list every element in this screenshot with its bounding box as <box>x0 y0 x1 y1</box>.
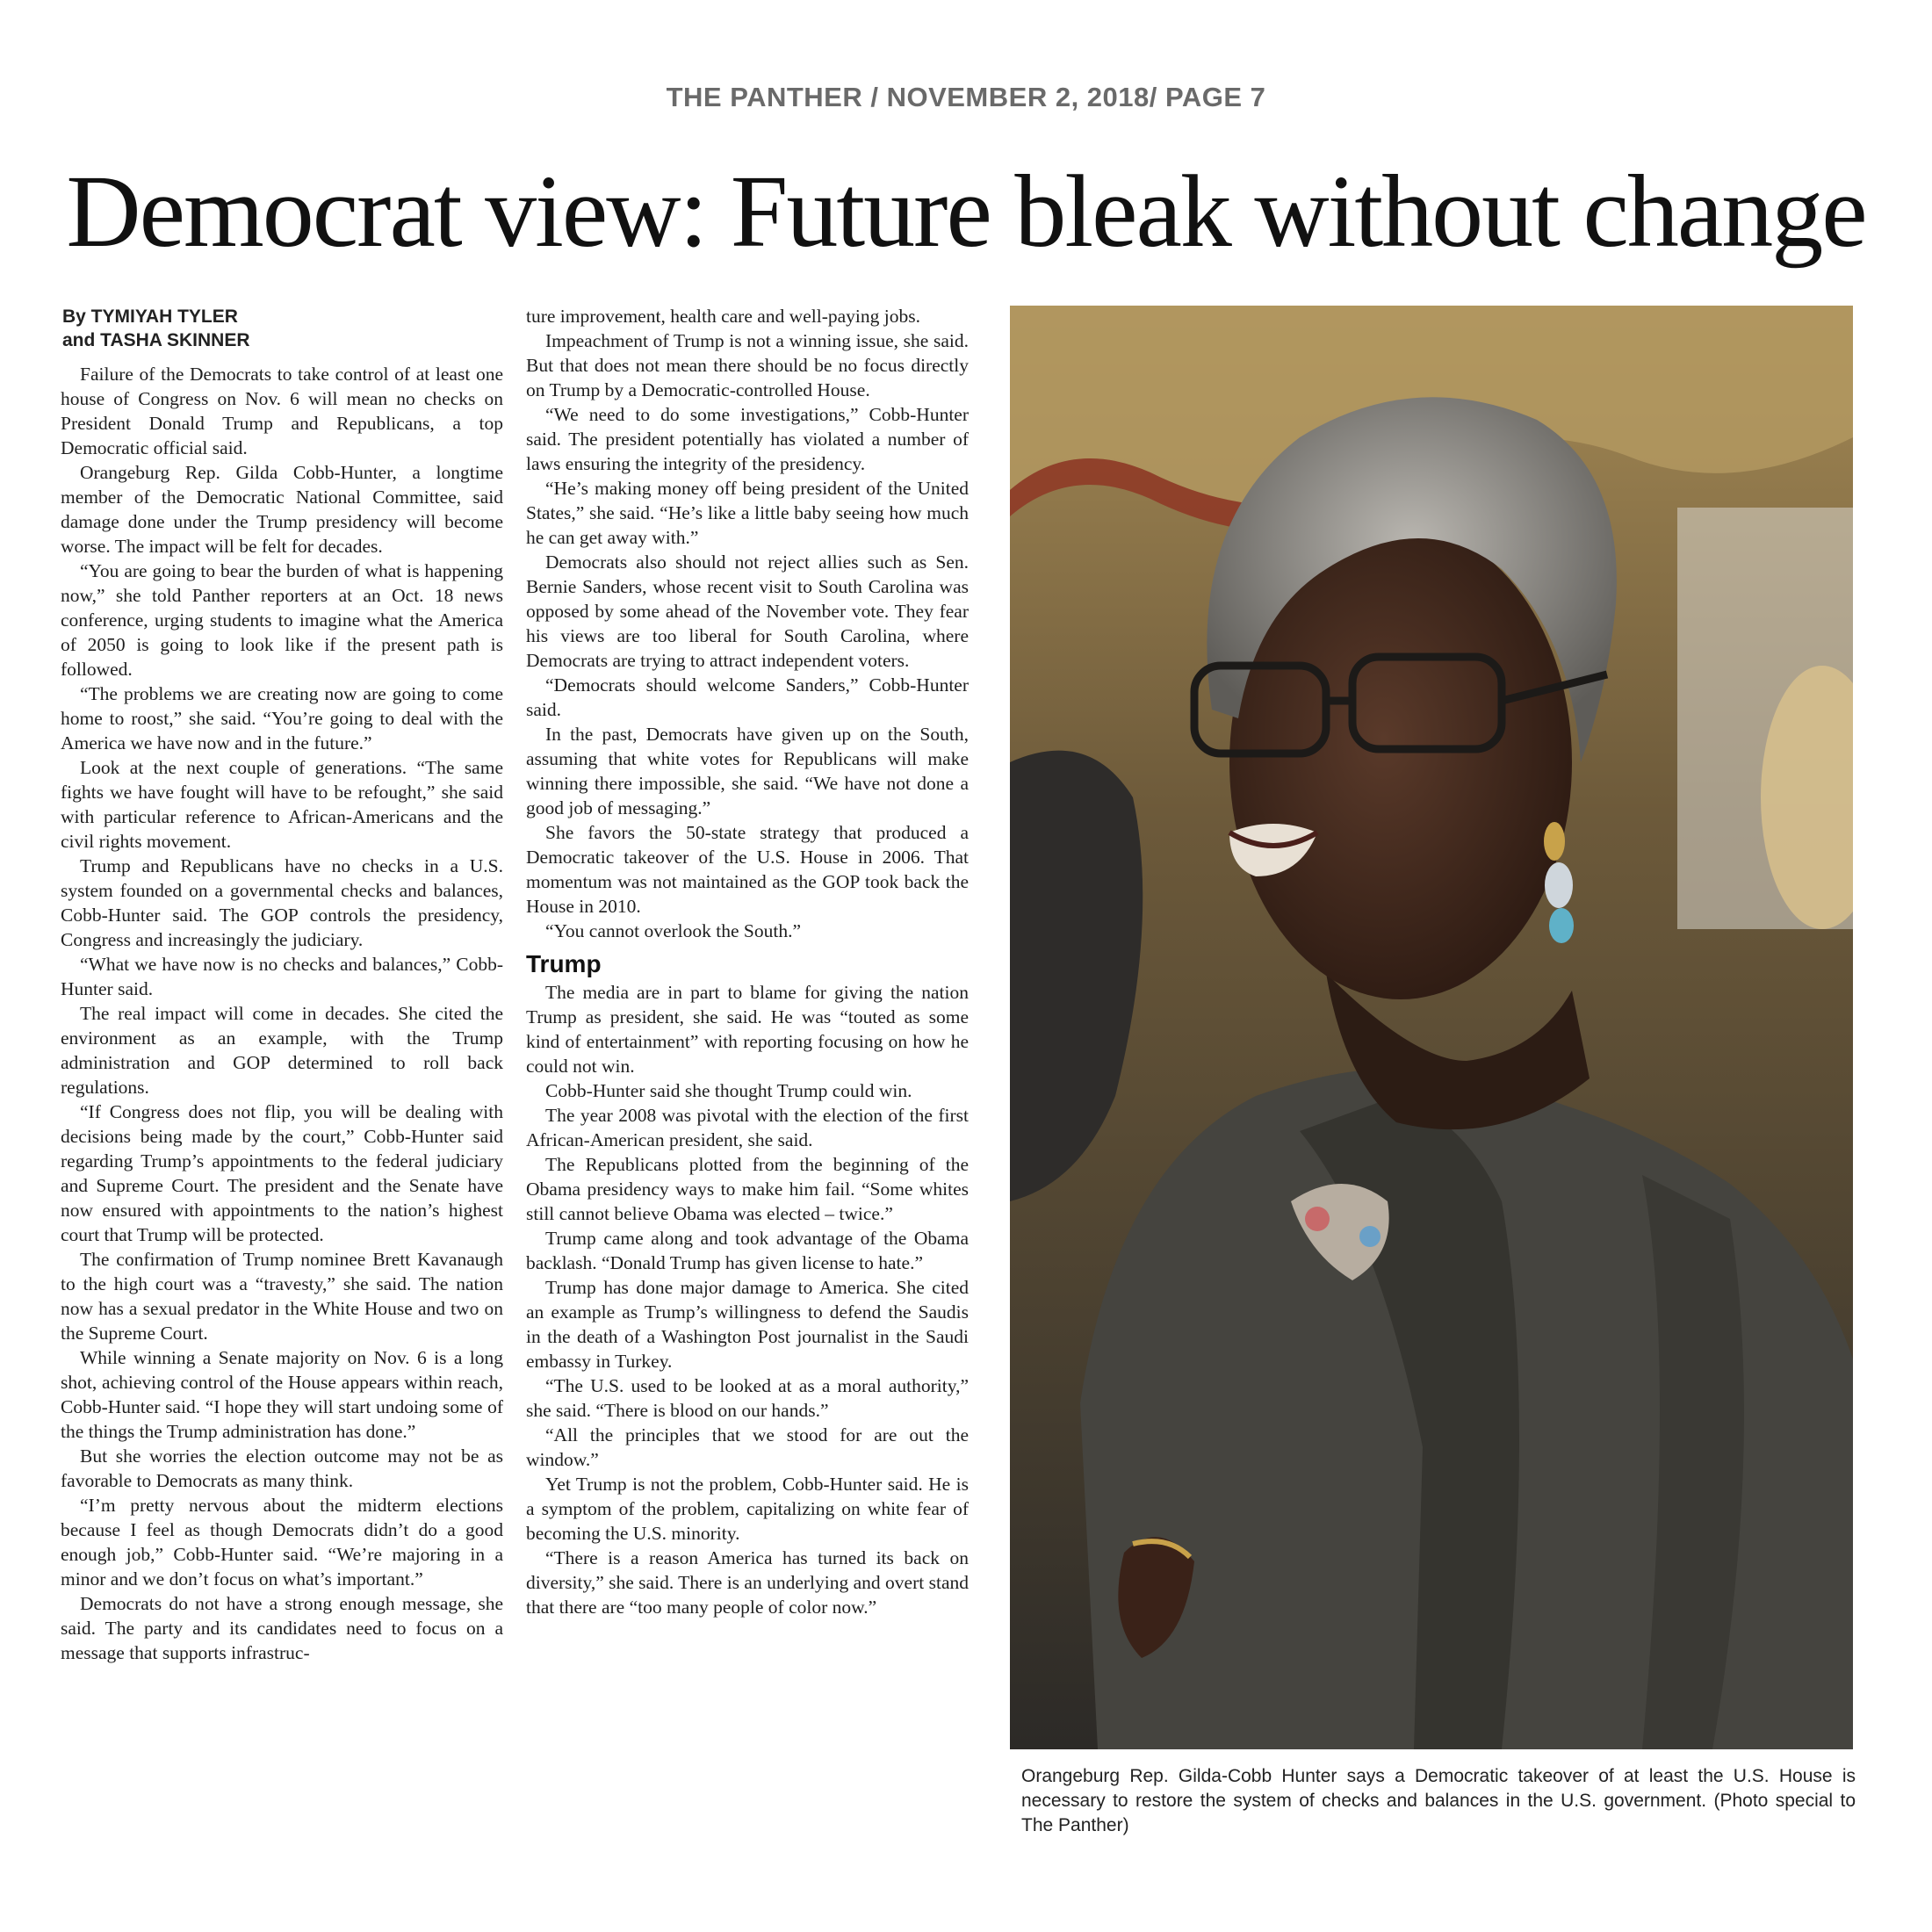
paragraph: “The U.S. used to be looked at as a moral authority,” she said. “There is blood on our hands.” <box>526 1375 969 1421</box>
paragraph: “You are going to bear the burden of what is happening now,” she told Panther reporters at an Oct. 18 news conference, urging students to imagine what the America of 2050 is going to look like if the present path is followed. <box>61 560 503 680</box>
paragraph: Orangeburg Rep. Gilda Cobb-Hunter, a longtime member of the Democratic National Committee, said damage done under the Trump presidency will become worse. The impact will be felt for decades. <box>61 462 503 557</box>
byline <box>62 305 501 352</box>
paragraph: The real impact will come in decades. She cited the environment as an example, with the Trump administration and GOP determined to roll back regulations. <box>61 1003 503 1098</box>
paragraph: Trump and Republicans have no checks in a U.S. system founded on a governmental checks and balances, Cobb-Hunter said. The GOP controls the presidency, Congress and increasingly the judiciary. <box>61 855 503 950</box>
paragraph: Democrats also should not reject allies such as Sen. Bernie Sanders, whose recent visit to South Carolina was opposed by some ahead of the November vote. They fear his views are too liberal for South Carolina, where Democrats are trying to attract independent voters. <box>526 551 969 671</box>
article-column-1 <box>61 362 503 1665</box>
paragraph: “I’m pretty nervous about the midterm elections because I feel as though Democrats didn’t do a good enough job,” Cobb-Hunter said. “We’re majoring in a minor and we don’t focus on what’s important.” <box>61 1495 503 1590</box>
paragraph: “All the principles that we stood for are out the window.” <box>526 1424 969 1470</box>
paragraph: “What we have now is no checks and balances,” Cobb-Hunter said. <box>61 954 503 999</box>
section-subhead: Trump <box>526 950 602 977</box>
paragraph: “We need to do some investigations,” Cobb-Hunter said. The president potentially has violated a number of laws ensuring the integrity of the presidency. <box>526 404 969 474</box>
byline-line-2: and TASHA SKINNER <box>62 330 250 350</box>
paragraph: In the past, Democrats have given up on the South, assuming that white votes for Republicans will make winning there impossible, she said. “We have not done a good job of messaging.” <box>526 724 969 818</box>
paragraph: The Republicans plotted from the beginning of the Obama presidency ways to make him fail. “Some whites still cannot believe Obama was elected – twice.” <box>526 1154 969 1224</box>
paragraph: Failure of the Democrats to take control of at least one house of Congress on Nov. 6 will mean no checks on President Donald Trump and Republicans, a top Democratic official said. <box>61 364 503 458</box>
paragraph: While winning a Senate majority on Nov. 6 is a long shot, achieving control of the House appears within reach, Cobb-Hunter said. “I hope they will start undoing some of the things the Trump administration has done.” <box>61 1347 503 1442</box>
paragraph: “There is a reason America has turned its back on diversity,” she said. There is an underlying and overt stand that there are “too many people of color now.” <box>526 1547 969 1618</box>
paragraph: The confirmation of Trump nominee Brett Kavanaugh to the high court was a “travesty,” she said. The nation now has a sexual predator in the White House and two on the Supreme Court. <box>61 1249 503 1344</box>
paragraph: “Democrats should welcome Sanders,” Cobb-Hunter said. <box>526 674 969 720</box>
paragraph: The year 2008 was pivotal with the election of the first African-American president, she said. <box>526 1105 969 1150</box>
photo-caption: Orangeburg Rep. Gilda-Cobb Hunter says a Democratic takeover of at least the U.S. House is necessary to restore the system of checks and balances in the U.S. government. (Photo special to The Panther) <box>1021 1766 1856 1835</box>
paragraph: “You cannot overlook the South.” <box>545 920 802 941</box>
paragraph: Cobb-Hunter said she thought Trump could win. <box>545 1080 912 1101</box>
article-photo <box>1010 306 1853 1749</box>
paragraph: Trump has done major damage to America. She cited an example as Trump’s willingness to defend the Saudis in the death of a Washington Post journalist in the Saudi embassy in Turkey. <box>526 1277 969 1372</box>
paragraph: “The problems we are creating now are going to come home to roost,” she said. “You’re going to deal with the America we have now and in the future.” <box>61 683 503 753</box>
paragraph: But she worries the election outcome may not be as favorable to Democrats as many think. <box>61 1445 503 1491</box>
paragraph: She favors the 50-state strategy that produced a Democratic takeover of the U.S. House in 2006. That momentum was not maintained as the GOP took back the House in 2010. <box>526 822 969 917</box>
paragraph: Impeachment of Trump is not a winning issue, she said. But that does not mean there should be no focus directly on Trump by a Democratic-controlled House. <box>526 330 969 400</box>
paragraph: “He’s making money off being president of the United States,” she said. “He’s like a little baby seeing how much he can get away with.” <box>526 478 969 548</box>
paragraph: Trump came along and took advantage of the Obama backlash. “Donald Trump has given license to hate.” <box>526 1228 969 1273</box>
byline-line-1: By TYMIYAH TYLER <box>62 306 238 327</box>
paragraph: Yet Trump is not the problem, Cobb-Hunter said. He is a symptom of the problem, capitalizing on white fear of becoming the U.S. minority. <box>526 1474 969 1544</box>
paragraph: Look at the next couple of generations. “The same fights we have fought will have to be refought,” she said with particular reference to African-Americans and the civil rights movement. <box>61 757 503 852</box>
headline: Democrat view: Future bleak without change <box>66 154 1866 269</box>
paragraph-continued: ture improvement, health care and well-paying jobs. <box>526 306 920 327</box>
photo-illustration <box>1010 306 1853 1749</box>
paragraph: The media are in part to blame for giving the nation Trump as president, she said. He was “touted as some kind of entertainment” with reporting focusing on how he could not win. <box>526 982 969 1077</box>
article-column-2 <box>526 304 969 1619</box>
paragraph: Democrats do not have a strong enough message, she said. The party and its candidates need to focus on a message that supports infrastruc- <box>61 1593 503 1663</box>
page-folio: THE PANTHER / NOVEMBER 2, 2018/ PAGE 7 <box>666 82 1266 112</box>
paragraph: “If Congress does not flip, you will be dealing with decisions being made by the court,” Cobb-Hunter said regarding Trump’s appointments to the federal judiciary and Supreme Court. The president and the Senate have now ensured with appointments to the nation’s highest court that Trump will be protected. <box>61 1101 503 1245</box>
